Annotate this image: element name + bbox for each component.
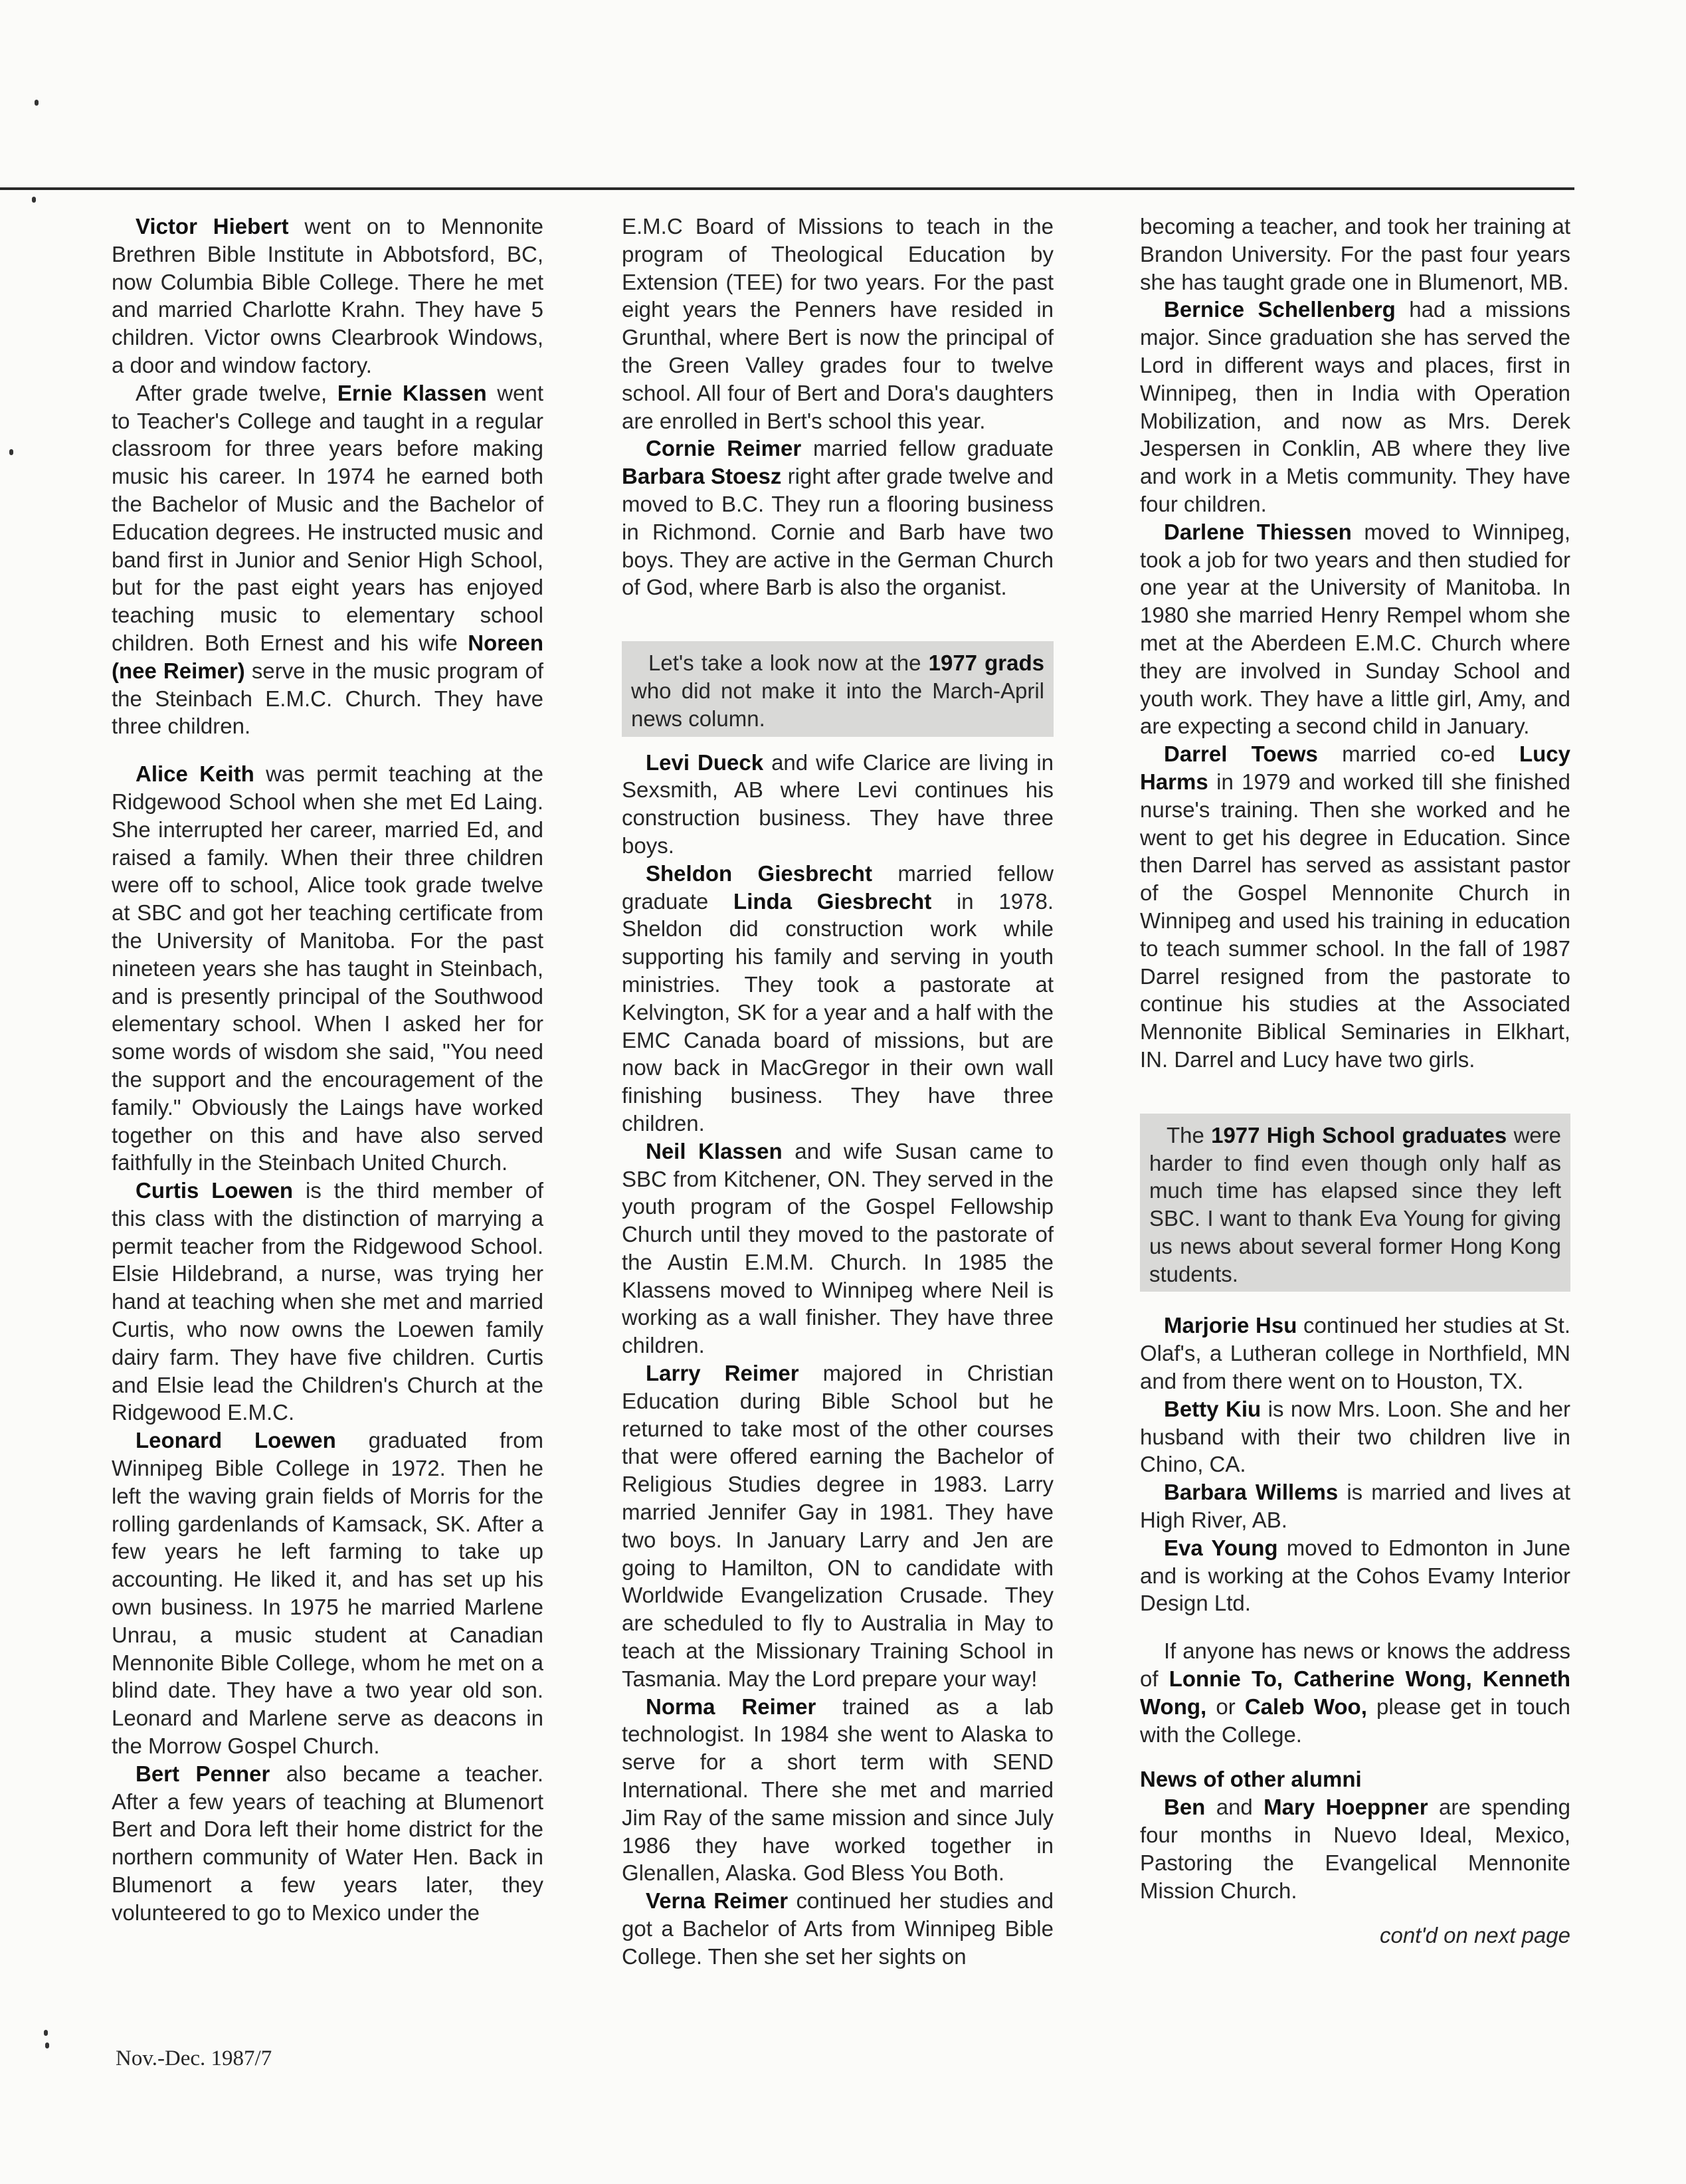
paragraph (622, 213, 1054, 435)
body-text: and (1205, 1795, 1264, 1820)
body-text: moved to Edmonton in June and is working at the Cohos Evamy Interior Design Ltd. (1140, 1535, 1571, 1616)
scan-mark (32, 197, 36, 203)
body-text: graduated from Winnipeg Bible College in 1972. Then he left the waving grain fields of Morris for the rolling gardenlands of Kamsack, SK. After a few years he left farming to take up accounting. He liked it, and has set up his own business. In 1975 he married Marlene Unrau, a music student at Canadian Mennonite Bible College, whom he met on a blind date. They have a two year old son. Leonard and Marlene serve as deacons in the Morrow Gospel Church. (112, 1428, 543, 1759)
paragraph (622, 1359, 1054, 1693)
body-text: continued her studies and got a Bachelor of Arts from Winnipeg Bible College. Then she set her sights on (622, 1888, 1054, 1969)
body-text: becoming a teacher, and took her training at Brandon University. For the past four years she has taught grade one in Blumenort, MB. (1140, 214, 1570, 294)
person-name: Mary Hoeppner (1264, 1795, 1428, 1820)
person-name: Norma Reimer (646, 1694, 816, 1719)
paragraph (622, 1138, 1054, 1359)
paragraph (622, 749, 1054, 860)
body-text: went on to Mennonite Brethren Bible Institute in Abbotsford, BC, now Columbia Bible College. There he met and married Charlotte Krahn. They have 5 children. Victor owns Clearbrook Windows, a door and window factory. (112, 214, 544, 377)
paragraph (112, 213, 543, 379)
person-name: Barbara Stoesz (622, 464, 782, 489)
column-2 (622, 213, 1054, 1971)
body-text: married fellow graduate (622, 860, 1054, 914)
body-text: and wife Clarice are living in Sexsmith, AB where Levi continues his construction business. They have three boys. (622, 749, 1054, 858)
body-text: majored in Christian Education during Bible School but he returned to take most of the other courses that were offered earning the Bachelor of Religious Studies degree in 1983. Larry married Jennifer Gay in 1981. They have two boys. In January Larry and Jen are going to Hamilton, ON to candidate with Worldwide Evangelization Crusade. They are scheduled to fly to Australia in May to teach at the Missionary Training School in Tasmania. May the Lord prepare your way! (622, 1361, 1054, 1691)
paragraph (1140, 1395, 1570, 1478)
body-text: continued her studies at St. Olaf's, a Lutheran college in Northfield, MN and from there went on to Houston, TX. (1140, 1313, 1570, 1394)
paragraph (1140, 1534, 1570, 1617)
body-text: was permit teaching at the Ridgewood School when she met Ed Laing. She interrupted her career, married Ed, and raised a family. When their three children were off to school, Alice took grade twelve at SBC and got her teaching certificate from the University of Manitoba. For the past nineteen years she has taught in Steinbach, and is presently principal of the Southwood elementary school. When I asked her for some words of wisdom she said, "You need the support and the encouragement of the family." Obviously the Laings have worked together on this and have also served faithfully in the Steinbach United Church. (112, 761, 544, 1175)
body-text: If anyone has news or knows the address of (1140, 1638, 1570, 1692)
person-name: Lucy Harms (1140, 742, 1570, 794)
scan-mark (45, 2042, 49, 2048)
person-name: Darlene Thiessen (1164, 519, 1352, 544)
body-text: had a missions major. Since graduation she has served the Lord in different ways and places, first in Winnipeg, then in India with Operation Mobilization, and now as Mrs. Derek Jespersen in Conklin, AB where they live and work in a Metis community. They have four children. (1140, 297, 1570, 516)
paragraph (1149, 1122, 1561, 1288)
person-name: Levi Dueck (646, 749, 764, 775)
person-name: Alice Keith (136, 761, 254, 787)
body-text: is married and lives at High River, AB. (1140, 1480, 1571, 1533)
paragraph (1140, 1793, 1570, 1904)
person-name: Ben (1164, 1795, 1206, 1820)
body-text: right after grade twelve and moved to B.C. They run a flooring business in Richmond. Cornie and Barb have two boys. They are active in the German Church of God, where Barb is also the organist. (622, 464, 1054, 600)
person-name: Lonnie To, Catherine Wong, Kenneth Wong, (1140, 1666, 1570, 1719)
person-name: Marjorie Hsu (1164, 1313, 1297, 1338)
column-1 (112, 213, 543, 1927)
paragraph (631, 649, 1044, 732)
body-text: married fellow graduate (801, 436, 1054, 461)
person-name: Darrel Toews (1164, 742, 1318, 767)
scan-mark (44, 2030, 48, 2036)
person-name: 1977 High School graduates (1211, 1122, 1507, 1147)
paragraph (112, 760, 543, 1177)
paragraph (1140, 1312, 1570, 1395)
body-text: were harder to find even though only half as much time has elapsed since they left SBC. I want to thank Eva Young for giving us news about several former Hong Kong students. (1149, 1122, 1561, 1286)
body-text: and wife Susan came to SBC from Kitchener, ON. They served in the youth program of the Gospel Fellowship Church until they moved to the pastorate of the Austin E.M.M. Church. In 1985 the Klassens moved to Winnipeg where Neil is working as a wall finisher. They have three children. (622, 1138, 1054, 1358)
body-text: also became a teacher. After a few years of teaching at Blumenort Bert and Dora left their home district for the northern community of Water Hen. Back in Blumenort a few years later, they volunteered to go to Mexico under the (112, 1761, 543, 1925)
body-text: married co-ed (1317, 742, 1519, 767)
paragraph (1140, 296, 1570, 518)
body-text: serve in the music program of the Steinbach E.M.C. Church. They have three children. (112, 658, 543, 739)
paragraph (622, 1887, 1054, 1970)
callout-box-1977-grads (622, 641, 1054, 736)
person-name: Leonard Loewen (136, 1428, 336, 1453)
body-text: The (1167, 1122, 1212, 1147)
body-text: went to Teacher's College and taught in a regular classroom for three years before making music his career. In 1974 he earned both the Bachelor of Music and the Bachelor of Education degrees. He instructed music and band first in Junior and Senior High School, but for the past eight years has enjoyed teaching music to elementary school children. Both Ernest and his wife (112, 380, 543, 655)
paragraph (622, 1693, 1054, 1888)
person-name: Ernie Klassen (337, 380, 487, 405)
person-name: Betty Kiu (1164, 1396, 1262, 1421)
paragraph (1140, 1637, 1570, 1748)
paragraph (112, 1177, 543, 1427)
body-text: is now Mrs. Loon. She and her husband with their two children live in Chino, CA. (1140, 1396, 1571, 1477)
person-name: Larry Reimer (646, 1361, 799, 1386)
person-name: Bert Penner (136, 1761, 270, 1786)
paragraph (1140, 213, 1570, 296)
body-text: moved to Winnipeg, took a job for two years and then studied for one year at the University of Manitoba. In 1980 she married Henry Rempel whom she met at the Aberdeen E.M.C. Church where they are involved in Sunday School and youth work. They have a little girl, Amy, and are expecting a second child in January. (1140, 519, 1571, 739)
body-text: Let's take a look now at the (648, 650, 929, 676)
person-name: Eva Young (1164, 1535, 1278, 1560)
person-name: Victor Hiebert (136, 214, 289, 239)
body-text: who did not make it into the March-April news column. (631, 678, 1044, 731)
header-rule (0, 187, 1574, 190)
body-text: in 1979 and worked till she finished nurse's training. Then she worked and he went to get his degree in Education. Since then Darrel has served as assistant pastor of the Gospel Mennonite Church in Winnipeg and used his training in education to teach summer school. In the fall of 1987 Darrel resigned from the pastorate to continue his studies at the Associated Mennonite Biblical Seminaries in Elkhart, IN. Darrel and Lucy have two girls. (1140, 769, 1570, 1072)
person-name: Bernice Schellenberg (1164, 297, 1396, 322)
page-footer: Nov.-Dec. 1987/7 (116, 2046, 272, 2070)
paragraph (622, 435, 1054, 601)
body-text: please get in touch with the College. (1140, 1694, 1570, 1747)
scan-mark (35, 100, 39, 106)
column-3 (1140, 213, 1570, 1949)
body-text: E.M.C Board of Missions to teach in the program of Theological Education by Extension (TEE) for two years. For the past eight years the Penners have resided in Grunthal, where Bert is now the principal of the Green Valley grades four to twelve school. All four of Bert and Dora's daughters are enrolled in Bert's school this year. (622, 214, 1054, 433)
body-text: is the third member of this class with the distinction of marrying a permit teacher from the Ridgewood School. Elsie Hildebrand, a nurse, was trying her hand at teaching when she met and married Curtis, who now owns the Loewen family dairy farm. They have five children. Curtis and Elsie lead the Children's Church at the Ridgewood E.M.C. (112, 1178, 544, 1425)
person-name: Cornie Reimer (646, 436, 802, 461)
body-text: trained as a lab technologist. In 1984 she went to Alaska to serve for a short term with SEND International. There she met and married Jim Ray of the same mission and since July 1986 they have worked together in Glenallen, Alaska. God Bless You Both. (622, 1694, 1054, 1886)
paragraph (1140, 518, 1570, 740)
paragraph (112, 1427, 543, 1760)
scan-mark (9, 449, 13, 455)
person-name: Caleb Woo, (1244, 1694, 1367, 1719)
person-name: Sheldon Giesbrecht (646, 860, 872, 886)
callout-box-high-school-grads (1140, 1114, 1570, 1292)
paragraph (1140, 1478, 1570, 1534)
person-name: Barbara Willems (1164, 1480, 1339, 1505)
person-name: 1977 grads (928, 650, 1044, 676)
body-text: After grade twelve, (136, 380, 337, 405)
body-text: or (1206, 1694, 1245, 1719)
person-name: Neil Klassen (646, 1138, 783, 1163)
person-name: Curtis Loewen (136, 1178, 294, 1203)
body-text: in 1978. Sheldon did construction work while supporting his family and serving in youth ministries. They took a pastorate at Kelvington, SK for a year and a half with the EMC Canada board of missions, but are now back in MacGregor in their own wall finishing business. They have three children. (622, 888, 1054, 1136)
paragraph (622, 860, 1054, 1138)
person-name: Linda Giesbrecht (733, 888, 932, 914)
section-heading: News of other alumni (1140, 1767, 1362, 1792)
body-text: are spending four months in Nuevo Ideal, Mexico, Pastoring the Evangelical Mennonite Mission Church. (1140, 1795, 1571, 1903)
continued-note: cont'd on next page (1379, 1923, 1570, 1948)
paragraph (112, 379, 543, 740)
paragraph (112, 1760, 543, 1927)
paragraph (1140, 740, 1570, 1074)
person-name: Verna Reimer (646, 1888, 789, 1914)
person-name: Noreen (nee Reimer) (112, 630, 543, 683)
